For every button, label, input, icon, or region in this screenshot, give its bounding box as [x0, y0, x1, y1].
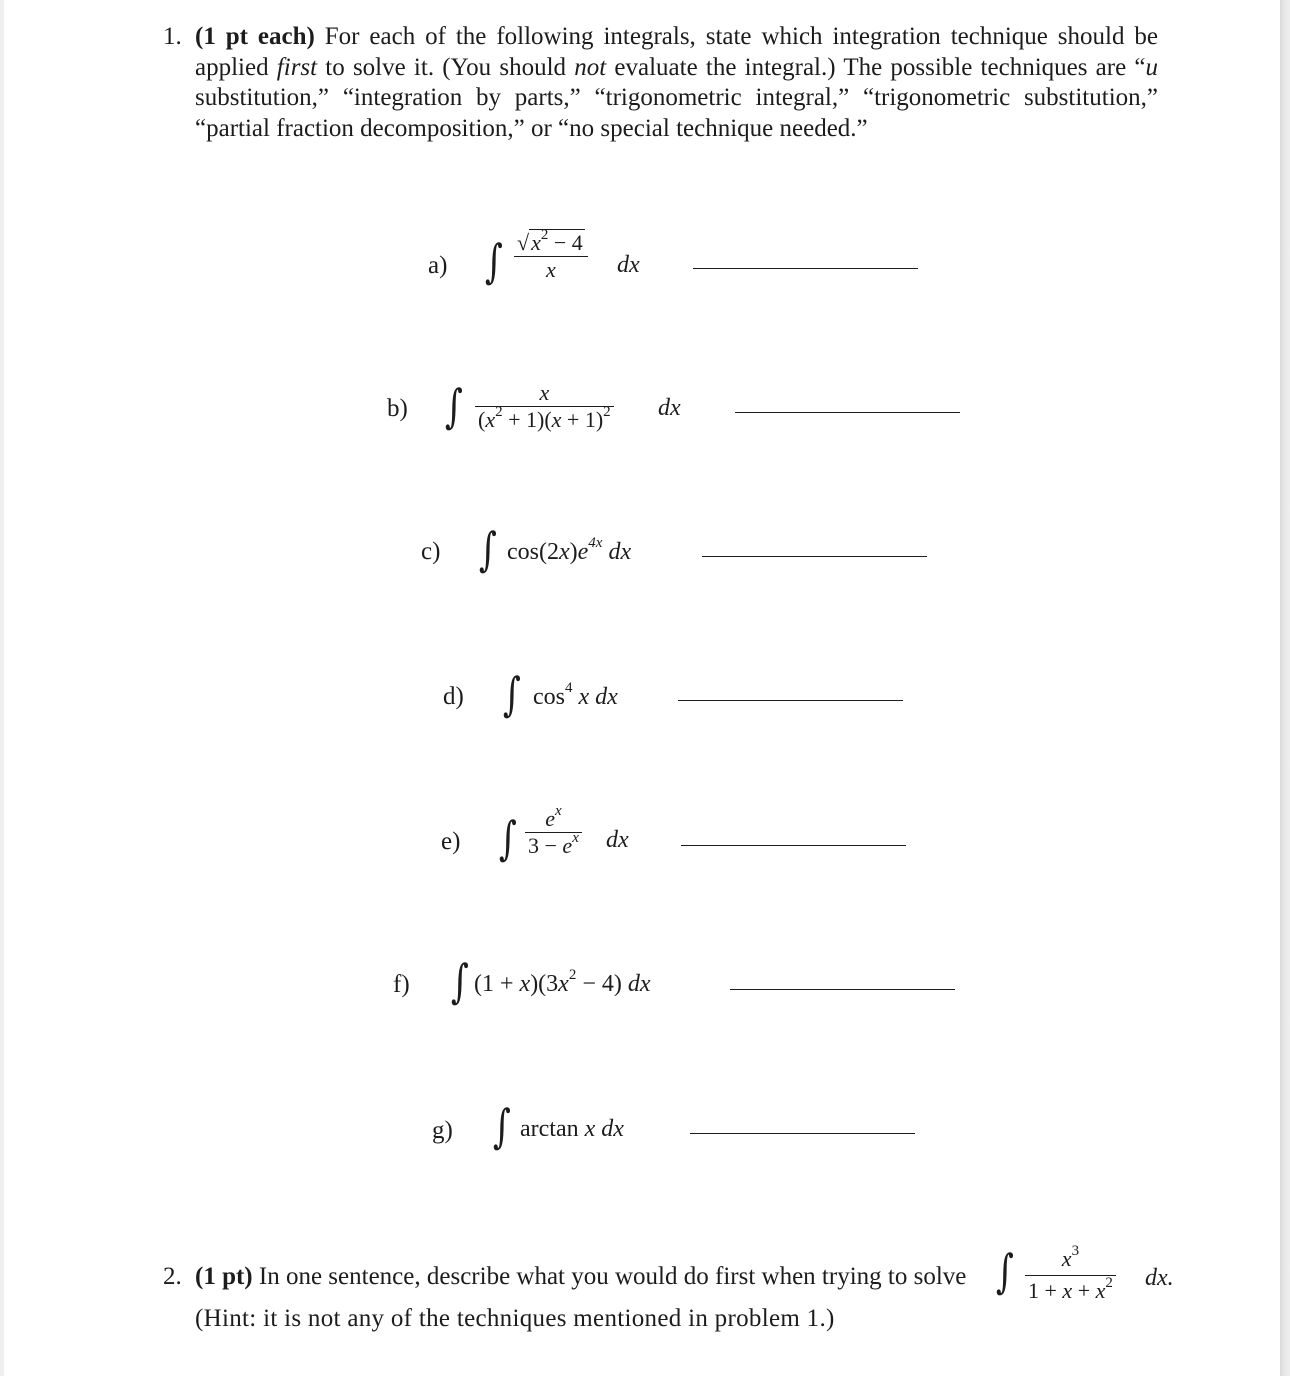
item-label: d)	[443, 683, 464, 710]
answer-line[interactable]	[678, 700, 903, 701]
fraction	[514, 226, 588, 283]
differential: dx.	[1145, 1265, 1174, 1291]
integral-sign: ∫	[492, 1099, 511, 1153]
instruction-text: substitution,” “integration by parts,” “trigonometric integral,” “trigonometric substitution,” “partial fraction decomposition,” or “no special technique needed.”	[195, 84, 1158, 142]
integral-sign: ∫	[498, 811, 517, 865]
integrand: arctan x dx	[520, 1116, 624, 1142]
numerator: $x^3$	[1061, 1242, 1080, 1271]
integral-sign: ∫	[502, 667, 521, 721]
emphasis-u: u	[1145, 53, 1158, 81]
question-text: In one sentence, describe what you would do first when trying to solve	[252, 1263, 967, 1290]
integrand: $(1 + x)(3x^2 - 4)$ dx	[474, 967, 651, 997]
item-label: c)	[421, 538, 441, 565]
integrand: $\cos(2x)e^{4x}$ dx	[507, 535, 632, 565]
fraction	[525, 802, 582, 859]
differential: dx	[606, 827, 629, 853]
differential: dx	[617, 252, 640, 278]
problem-2-question	[195, 1262, 966, 1293]
item-label: b)	[387, 395, 408, 422]
integrand: $\cos^4 x$ dx	[533, 680, 618, 710]
points-label: (1 pt)	[195, 1263, 253, 1290]
answer-line[interactable]	[730, 989, 955, 990]
page-edge-right	[1280, 0, 1290, 1376]
points-label: (1 pt each)	[195, 23, 315, 50]
item-label: g)	[432, 1117, 453, 1144]
denominator: $(x^2 + 1)(x + 1)^2$	[478, 404, 611, 433]
differential: dx	[658, 395, 681, 421]
emphasis-not: not	[574, 53, 607, 81]
hint-text: (Hint: it is not any of the techniques mentioned in problem 1.)	[195, 1305, 835, 1332]
instruction-text: to solve it. (You should	[317, 53, 575, 81]
denominator: $1 + x + x^2$	[1028, 1274, 1113, 1303]
problem-number: 2.	[163, 1263, 182, 1290]
emphasis-first: first	[276, 53, 318, 81]
integral-sign: ∫	[444, 379, 463, 433]
answer-line[interactable]	[693, 268, 918, 269]
integral-sign: ∫	[484, 234, 503, 288]
page-edge-left	[0, 0, 4, 1376]
answer-line[interactable]	[690, 1133, 915, 1134]
instruction-text: evaluate the integral.) The possible techniques are “	[606, 53, 1146, 81]
numerator: $e^x$	[545, 802, 562, 831]
problem-number: 1.	[163, 23, 182, 50]
item-label: e)	[441, 828, 461, 855]
denominator: $3 - e^x$	[528, 830, 579, 859]
integral-sign: ∫	[450, 954, 469, 1008]
integral-sign: ∫	[478, 522, 497, 576]
answer-line[interactable]	[735, 412, 960, 413]
numerator: $√x^2 - 4$	[517, 226, 583, 255]
item-label: f)	[393, 971, 410, 998]
item-label: a)	[428, 252, 448, 279]
fraction	[1025, 1244, 1116, 1306]
fraction	[475, 380, 614, 433]
answer-line[interactable]	[702, 556, 927, 557]
denominator: x	[546, 257, 556, 283]
instruction-text: For each of the following integrals, state which integration technique should be applied	[195, 23, 1158, 81]
numerator: x	[539, 380, 550, 405]
answer-line[interactable]	[681, 845, 906, 846]
problem-1-instructions	[195, 22, 1158, 144]
integral-sign: ∫	[995, 1244, 1014, 1298]
